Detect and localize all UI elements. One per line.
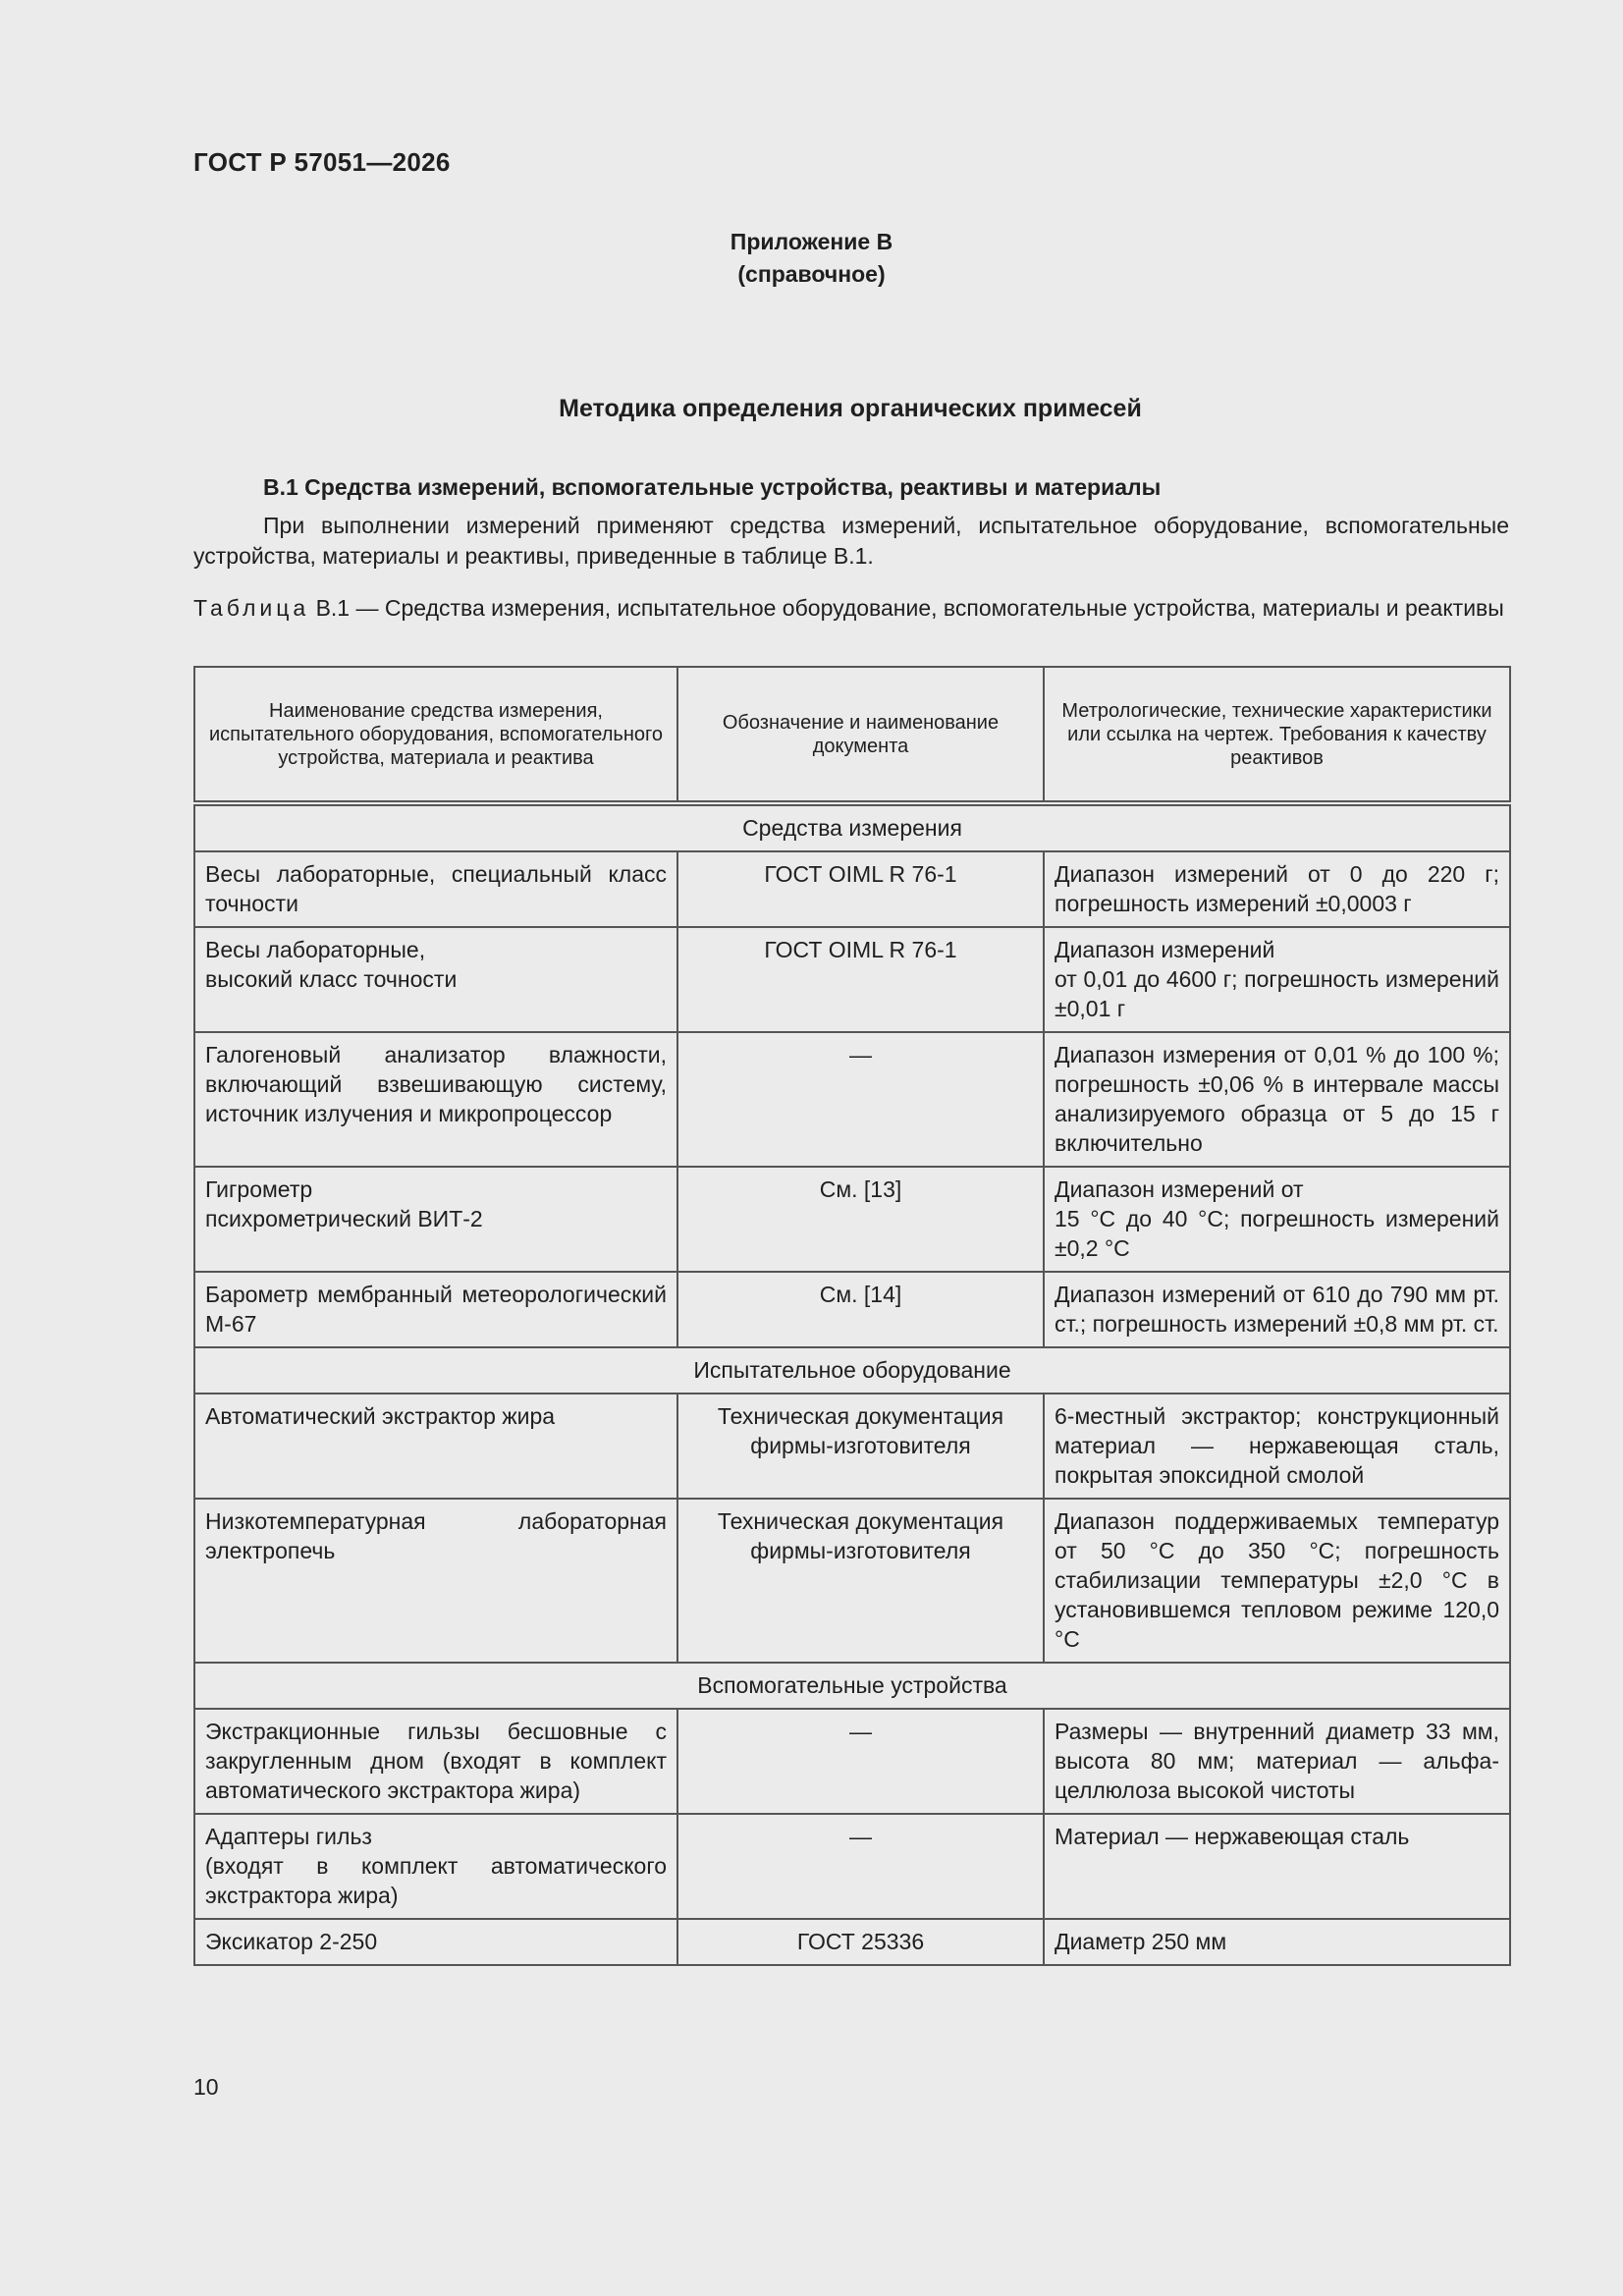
- table-body: [194, 803, 1510, 1965]
- cell-document: См. [13]: [677, 1167, 1044, 1272]
- table-row: [194, 1709, 1510, 1814]
- cell-name: Автоматический экстрактор жира: [194, 1394, 677, 1499]
- cell-document: —: [677, 1709, 1044, 1814]
- cell-characteristics: Материал — нержавеющая сталь: [1044, 1814, 1510, 1919]
- equipment-table: [193, 666, 1511, 1966]
- cell-document: Техническая документация фирмы-изготовителя: [677, 1394, 1044, 1499]
- cell-characteristics: 6-местный экстрактор; конструкционный материал — нержавеющая сталь, покрытая эпоксидной смолой: [1044, 1394, 1510, 1499]
- cell-name: Галогеновый анализатор влажности, включающий взвешивающую систему, источник излучения и микропроцессор: [194, 1032, 677, 1167]
- cell-name: Эксикатор 2-250: [194, 1919, 677, 1965]
- cell-name: Барометр мембранный метеорологический М-67: [194, 1272, 677, 1347]
- annex-title: Методика определения органических примесей: [559, 395, 1142, 422]
- cell-document: ГОСТ OIML R 76-1: [677, 851, 1044, 927]
- cell-name: Весы лабораторные, специальный класс точности: [194, 851, 677, 927]
- cell-name: Экстракционные гильзы бесшовные с закругленным дном (входят в комплект автоматического экстрактора жира): [194, 1709, 677, 1814]
- table-group-row: [194, 1663, 1510, 1709]
- section-heading: В.1 Средства измерений, вспомогательные устройства, реактивы и материалы: [263, 474, 1162, 500]
- cell-characteristics: Диапазон измерений от 0 до 220 г; погрешность измерений ±0,0003 г: [1044, 851, 1510, 927]
- cell-document: —: [677, 1032, 1044, 1167]
- table-row: [194, 1167, 1510, 1272]
- page-number: 10: [193, 2074, 219, 2100]
- cell-document: См. [14]: [677, 1272, 1044, 1347]
- column-header-name: Наименование средства измерения, испытательного оборудования, вспомогательного устройства, материала и реактива: [194, 667, 677, 803]
- table-group-row: [194, 1347, 1510, 1394]
- column-header-characteristics: Метрологические, технические характеристики или ссылка на чертеж. Требования к качеству реактивов: [1044, 667, 1510, 803]
- cell-characteristics: Диапазон измерения от 0,01 % до 100 %; погрешность ±0,06 % в интервале массы анализируемого образца от 5 до 15 г включительно: [1044, 1032, 1510, 1167]
- table-row: [194, 1394, 1510, 1499]
- cell-characteristics: Диапазон измерений от 15 °С до 40 °С; погрешность измерений ±0,2 °С: [1044, 1167, 1510, 1272]
- table-header-row: [194, 667, 1510, 803]
- table-group-title: Средства измерения: [194, 803, 1510, 851]
- table-row: [194, 927, 1510, 1032]
- cell-characteristics: Диаметр 250 мм: [1044, 1919, 1510, 1965]
- cell-name: Гигрометр психрометрический ВИТ-2: [194, 1167, 677, 1272]
- cell-characteristics: Диапазон измерений от 610 до 790 мм рт. ст.; погрешность измерений ±0,8 мм рт. ст.: [1044, 1272, 1510, 1347]
- annex-label: Приложение В: [730, 229, 893, 254]
- section-paragraph: При выполнении измерений применяют средства измерений, испытательное оборудование, вспомогательные устройства, материалы и реактивы, приведенные в таблице В.1.: [193, 513, 1509, 569]
- cell-characteristics: Размеры — внутренний диаметр 33 мм, высота 80 мм; материал — альфа-целлюлоза высокой чистоты: [1044, 1709, 1510, 1814]
- cell-document: ГОСТ 25336: [677, 1919, 1044, 1965]
- table-group-row: [194, 803, 1510, 851]
- cell-document: —: [677, 1814, 1044, 1919]
- annex-type: (справочное): [737, 261, 886, 287]
- cell-name: Низкотемпературная лабораторная электропечь: [194, 1499, 677, 1663]
- table-row: [194, 1032, 1510, 1167]
- cell-name: Адаптеры гильз (входят в комплект автоматического экстрактора жира): [194, 1814, 677, 1919]
- table-row: [194, 851, 1510, 927]
- table-row: [194, 1919, 1510, 1965]
- column-header-document: Обозначение и наименование документа: [677, 667, 1044, 803]
- table-caption-prefix: Таблица: [193, 595, 310, 621]
- standard-code: ГОСТ Р 57051—2026: [193, 147, 451, 177]
- table-group-title: Вспомогательные устройства: [194, 1663, 1510, 1709]
- cell-characteristics: Диапазон поддерживаемых температур от 50 °С до 350 °С; погрешность стабилизации температуры ±2,0 °С в установившемся тепловом режиме 120,0 °С: [1044, 1499, 1510, 1663]
- table-group-title: Испытательное оборудование: [194, 1347, 1510, 1394]
- cell-characteristics: Диапазон измерений от 0,01 до 4600 г; погрешность измерений ±0,01 г: [1044, 927, 1510, 1032]
- cell-document: ГОСТ OIML R 76-1: [677, 927, 1044, 1032]
- table-caption-text: В.1 — Средства измерения, испытательное оборудование, вспомогательные устройства, материалы и реактивы: [315, 595, 1504, 621]
- annex-heading: [0, 226, 1623, 291]
- cell-name: Весы лабораторные, высокий класс точности: [194, 927, 677, 1032]
- table-row: [194, 1272, 1510, 1347]
- table-row: [194, 1814, 1510, 1919]
- cell-document: Техническая документация фирмы-изготовителя: [677, 1499, 1044, 1663]
- table-row: [194, 1499, 1510, 1663]
- table-caption: [193, 593, 1509, 624]
